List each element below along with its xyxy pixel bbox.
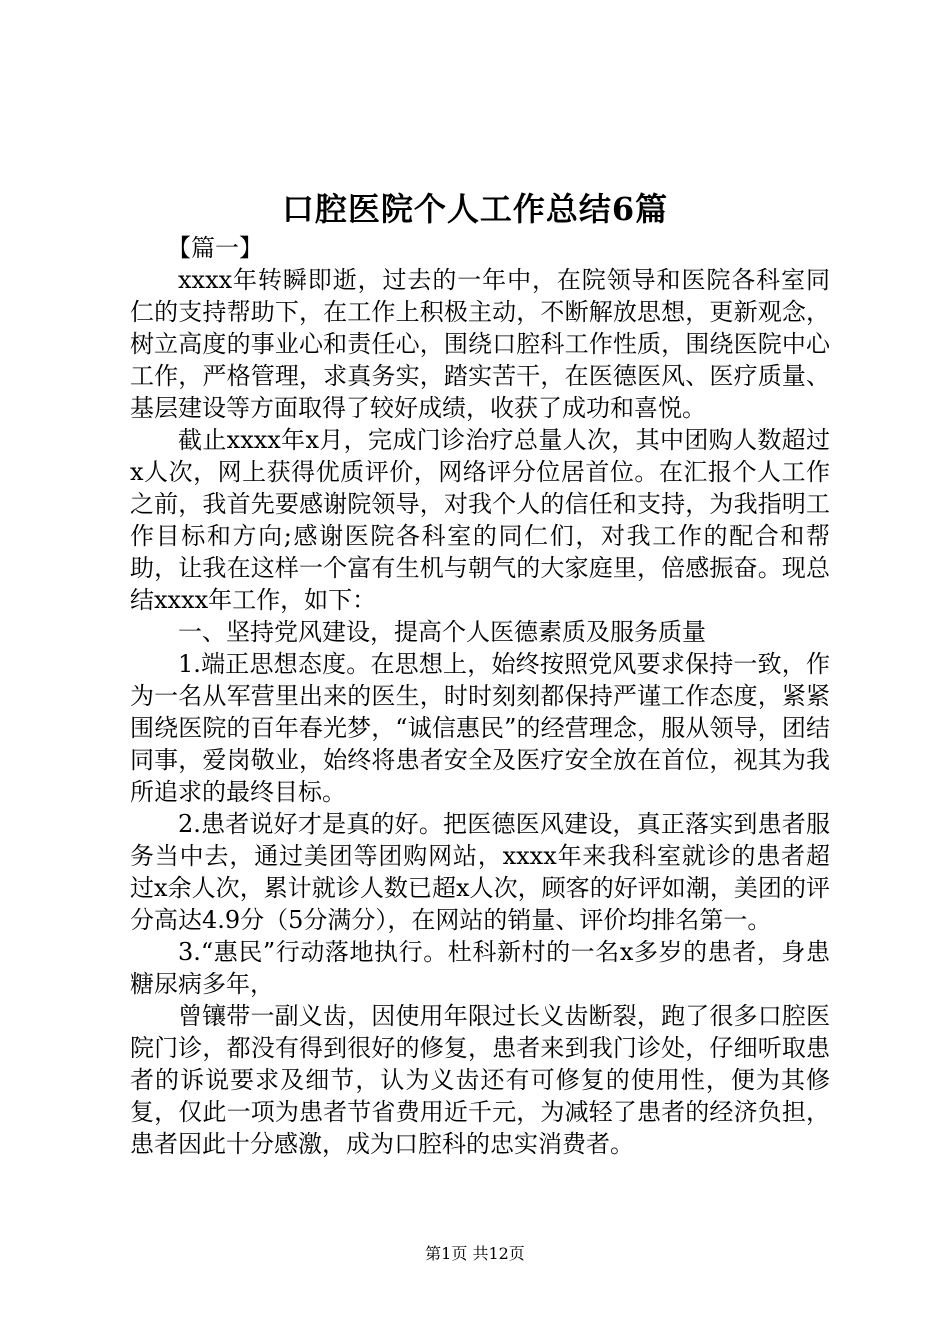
paragraph-intro: xxxx年转瞬即逝，过去的一年中，在院领导和医院各科室同仁的支持帮助下，在工作上积极主动，不断解放思想，更新观念，树立高度的事业心和责任心，围绕口腔科工作性质，围绕医院中心工作，严格管理，求真务实，踏实苦干，在医德医风、医疗质量、基层建设等方面取得了较好成绩，收获了成功和喜悦。 [130, 266, 830, 422]
document-body [130, 232, 830, 1160]
document-title: 口腔医院个人工作总结6篇 [281, 190, 669, 228]
paragraph-item-3-continued: 曾镶带一副义齿，因使用年限过长义齿断裂，跑了很多口腔医院门诊，都没有得到很好的修复，患者来到我门诊处，仔细听取患者的诉说要求及细节，认为义齿还有可修复的使用性，便为其修复，仅此一项为患者节省费用近千元，为减轻了患者的经济负担，患者因此十分感激，成为口腔科的忠实消费者。 [130, 1002, 830, 1158]
section-heading: 【篇一】 [167, 234, 263, 262]
paragraph-item-1: 1.端正思想态度。在思想上，始终按照党风要求保持一致，作为一名从军营里出来的医生，时时刻刻都保持严谨工作态度，紧紧围绕医院的百年春光梦，“诚信惠民”的经营理念，服从领导，团结同事，爱岗敬业，始终将患者安全及医疗安全放在首位，视其为我所追求的最终目标。 [130, 650, 830, 806]
paragraph-item-2: 2.患者说好才是真的好。把医德医风建设，真正落实到患者服务当中去，通过美团等团购网站，xxxx年来我科室就诊的患者超过x余人次，累计就诊人数已超x人次，顾客的好评如潮，美团的评分高达4.9分（5分满分），在网站的销量、评价均排名第一。 [130, 810, 830, 934]
subheading-party-building: 一、坚持党风建设，提高个人医德素质及服务质量 [178, 618, 706, 646]
paragraph-statistics: 截止xxxx年x月，完成门诊治疗总量人次，其中团购人数超过x人次，网上获得优质评价，网络评分位居首位。在汇报个人工作之前，我首先要感谢院领导，对我个人的信任和支持，为我指明工作目标和方向;感谢医院各科室的同仁们，对我工作的配合和帮助，让我在这样一个富有生机与朝气的大家庭里，倍感振奋。现总结xxxx年工作，如下： [130, 426, 830, 614]
page-footer: 第1页 共12页 [425, 1244, 525, 1263]
paragraph-item-3: 3.“惠民”行动落地执行。杜科新村的一名x多岁的患者，身患糖尿病多年， [130, 938, 830, 998]
